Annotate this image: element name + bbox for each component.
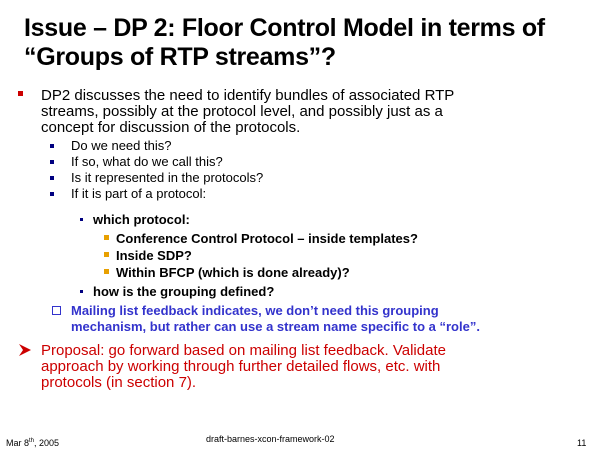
main-bullet-line-3: concept for discussion of the protocols. [41,119,301,136]
orange-square-bullet-icon [104,252,109,257]
main-bullet [18,88,593,136]
footer-center: draft-barnes-xcon-framework-02 [206,434,335,444]
proposal-line-1: Proposal: go forward based on mailing list feedback. Validate [41,342,446,359]
page-number: 11 [577,438,587,448]
navy-square-bullet-icon [80,290,83,293]
list-item: Is it represented in the protocols? [50,170,590,186]
navy-square-bullet-icon [50,160,54,164]
feedback-item [52,303,592,335]
proposal-item [18,343,593,391]
proposal-line-3: protocols (in section 7). [41,374,197,391]
list-item: Do we need this? [50,138,590,154]
list-item: Within BFCP (which is done already)? [104,265,584,282]
navy-square-bullet-icon [50,176,54,180]
navy-square-bullet-icon [50,144,54,148]
list-item: Inside SDP? [104,248,584,265]
orange-square-bullet-icon [104,235,109,240]
slide-title [24,14,599,72]
list-item: Conference Control Protocol – inside templates? [104,231,584,248]
list-item: If so, what do we call this? [50,154,590,170]
feedback-line-2: mechanism, but rather can use a stream name specific to a “role”. [71,319,480,334]
protocol-list [104,231,584,282]
title-line-2: “Groups of RTP streams”? [24,43,336,71]
footer-date: Mar 8th, 2005 [6,438,60,448]
red-square-bullet-icon [18,91,23,96]
main-bullet-line-2: streams, possibly at the protocol level, and possibly just as a [41,103,443,120]
proposal-line-2: approach by working through further detailed flows, etc. with [41,358,441,375]
main-bullet-line-1: DP2 discusses the need to identify bundles of associated RTP [41,87,455,104]
orange-square-bullet-icon [104,269,109,274]
navy-square-bullet-icon [50,192,54,196]
sub-bullet-list [50,138,590,202]
feedback-line-1: Mailing list feedback indicates, we don’t need this grouping [71,303,439,318]
hollow-square-bullet-icon [52,306,61,315]
navy-square-bullet-icon [80,218,83,221]
list-item: If it is part of a protocol: [50,186,590,202]
title-line-1: Issue – DP 2: Floor Control Model in terms of [24,14,545,42]
arrow-bullet-icon [18,343,32,361]
